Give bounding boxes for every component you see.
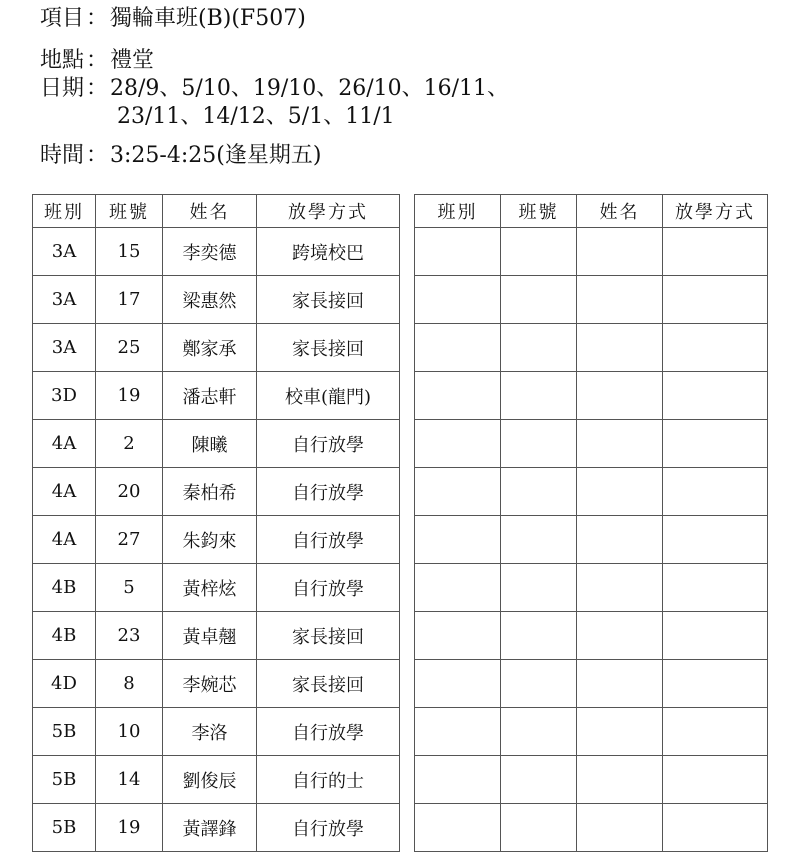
- table-cell: 23: [96, 612, 163, 660]
- empty-table-cell: [577, 756, 663, 804]
- column-header: 放學方式: [663, 195, 768, 228]
- empty-table-cell: [501, 660, 577, 708]
- empty-table-cell: [501, 804, 577, 852]
- table-cell: 李洛: [163, 708, 257, 756]
- column-header: 放學方式: [257, 195, 400, 228]
- empty-table-cell: [663, 420, 768, 468]
- table-cell: 4A: [33, 516, 96, 564]
- empty-table-row: [415, 276, 768, 324]
- venue-colon: ：: [86, 48, 109, 73]
- venue-line: [40, 48, 154, 74]
- empty-table-row: [415, 612, 768, 660]
- table-cell: 17: [96, 276, 163, 324]
- column-header: 姓名: [577, 195, 663, 228]
- dates-colon: ：: [86, 76, 109, 101]
- table-cell: 秦柏希: [163, 468, 257, 516]
- table-row: [33, 516, 400, 564]
- empty-table-cell: [415, 372, 501, 420]
- empty-roster-table: [414, 194, 768, 852]
- roster-body: [33, 228, 400, 852]
- empty-table-row: [415, 228, 768, 276]
- table-cell: 家長接回: [257, 612, 400, 660]
- empty-table-cell: [415, 516, 501, 564]
- table-cell: 自行放學: [257, 564, 400, 612]
- empty-table-cell: [577, 708, 663, 756]
- empty-table-cell: [663, 612, 768, 660]
- dates-value-line2: 23/11、14/12、5/1、11/1: [117, 104, 395, 129]
- empty-table-cell: [577, 468, 663, 516]
- table-row: [33, 276, 400, 324]
- table-cell: 自行放學: [257, 420, 400, 468]
- time-line: [40, 143, 321, 169]
- empty-roster-body: [415, 228, 768, 852]
- empty-table-cell: [415, 468, 501, 516]
- empty-table-cell: [415, 804, 501, 852]
- empty-table-cell: [663, 228, 768, 276]
- column-header: 班號: [96, 195, 163, 228]
- project-colon: ：: [86, 6, 109, 31]
- empty-table-row: [415, 468, 768, 516]
- table-row: [33, 468, 400, 516]
- venue-value: 禮堂: [110, 48, 155, 73]
- table-cell: 19: [96, 372, 163, 420]
- table-cell: 4A: [33, 468, 96, 516]
- empty-table-cell: [415, 324, 501, 372]
- table-cell: 19: [96, 804, 163, 852]
- table-row: [33, 564, 400, 612]
- table-cell: 陳曦: [163, 420, 257, 468]
- time-value: 3:25-4:25(逢星期五): [110, 143, 322, 168]
- table-cell: 朱鈞來: [163, 516, 257, 564]
- empty-table-cell: [415, 564, 501, 612]
- empty-table-cell: [577, 516, 663, 564]
- empty-table-cell: [577, 660, 663, 708]
- table-cell: 20: [96, 468, 163, 516]
- table-cell: 3A: [33, 276, 96, 324]
- empty-table-cell: [415, 756, 501, 804]
- time-colon: ：: [86, 143, 109, 168]
- empty-table-cell: [415, 612, 501, 660]
- empty-table-cell: [415, 276, 501, 324]
- empty-table-row: [415, 756, 768, 804]
- table-cell: 3A: [33, 228, 96, 276]
- empty-table-cell: [577, 804, 663, 852]
- table-row: [33, 660, 400, 708]
- empty-table-cell: [501, 516, 577, 564]
- empty-table-cell: [501, 324, 577, 372]
- table-cell: 10: [96, 708, 163, 756]
- column-header: 班別: [415, 195, 501, 228]
- empty-table-cell: [577, 228, 663, 276]
- table-cell: 5B: [33, 708, 96, 756]
- table-cell: 4D: [33, 660, 96, 708]
- table-cell: 李婉芯: [163, 660, 257, 708]
- table-cell: 自行放學: [257, 468, 400, 516]
- table-cell: 家長接回: [257, 324, 400, 372]
- empty-table-cell: [663, 756, 768, 804]
- table-cell: 自行放學: [257, 708, 400, 756]
- table-cell: 4B: [33, 564, 96, 612]
- table-row: [33, 708, 400, 756]
- table-cell: 27: [96, 516, 163, 564]
- project-value: 獨輪車班(B)(F507): [110, 6, 306, 31]
- table-row: [33, 612, 400, 660]
- table-cell: 3A: [33, 324, 96, 372]
- empty-table-cell: [415, 660, 501, 708]
- project-label: 項目: [40, 6, 85, 31]
- table-cell: 跨境校巴: [257, 228, 400, 276]
- column-header: 班號: [501, 195, 577, 228]
- empty-table-cell: [415, 420, 501, 468]
- empty-table-cell: [577, 564, 663, 612]
- empty-table-row: [415, 804, 768, 852]
- empty-table-row: [415, 372, 768, 420]
- table-row: [33, 756, 400, 804]
- empty-table-cell: [577, 612, 663, 660]
- table-cell: 家長接回: [257, 660, 400, 708]
- student-roster-table: [32, 194, 400, 852]
- table-cell: 梁惠然: [163, 276, 257, 324]
- table-cell: 自行放學: [257, 804, 400, 852]
- empty-table-cell: [663, 564, 768, 612]
- dates-label: 日期: [40, 76, 85, 101]
- empty-table-cell: [663, 372, 768, 420]
- empty-table-cell: [663, 276, 768, 324]
- table-cell: 自行的士: [257, 756, 400, 804]
- table-cell: 潘志軒: [163, 372, 257, 420]
- empty-table-cell: [663, 708, 768, 756]
- table-cell: 15: [96, 228, 163, 276]
- table-cell: 5B: [33, 756, 96, 804]
- empty-roster-header-row: [415, 195, 768, 228]
- time-label: 時間: [40, 143, 85, 168]
- table-cell: 4B: [33, 612, 96, 660]
- empty-table-row: [415, 660, 768, 708]
- empty-table-cell: [501, 756, 577, 804]
- table-row: [33, 228, 400, 276]
- empty-table-cell: [501, 420, 577, 468]
- empty-table-cell: [501, 564, 577, 612]
- empty-table-cell: [501, 276, 577, 324]
- table-cell: 2: [96, 420, 163, 468]
- table-cell: 5B: [33, 804, 96, 852]
- empty-table-cell: [577, 372, 663, 420]
- column-header: 姓名: [163, 195, 257, 228]
- table-row: [33, 372, 400, 420]
- empty-table-cell: [501, 372, 577, 420]
- empty-table-cell: [415, 708, 501, 756]
- empty-table-cell: [415, 228, 501, 276]
- project-line: [40, 6, 306, 32]
- empty-table-cell: [663, 516, 768, 564]
- venue-label: 地點: [40, 48, 85, 73]
- empty-table-cell: [663, 660, 768, 708]
- table-cell: 25: [96, 324, 163, 372]
- table-cell: 自行放學: [257, 516, 400, 564]
- empty-table-row: [415, 516, 768, 564]
- table-cell: 家長接回: [257, 276, 400, 324]
- empty-table-cell: [501, 228, 577, 276]
- table-cell: 8: [96, 660, 163, 708]
- table-row: [33, 804, 400, 852]
- empty-table-cell: [577, 420, 663, 468]
- table-cell: 14: [96, 756, 163, 804]
- empty-table-cell: [663, 804, 768, 852]
- table-row: [33, 420, 400, 468]
- dates-line: [40, 76, 509, 102]
- table-row: [33, 324, 400, 372]
- table-cell: 李奕德: [163, 228, 257, 276]
- empty-table-row: [415, 708, 768, 756]
- empty-table-cell: [501, 468, 577, 516]
- table-cell: 3D: [33, 372, 96, 420]
- empty-table-cell: [501, 612, 577, 660]
- dates-value-line1: 28/9、5/10、19/10、26/10、16/11、: [110, 76, 510, 101]
- empty-table-row: [415, 324, 768, 372]
- empty-table-cell: [577, 276, 663, 324]
- empty-table-cell: [577, 324, 663, 372]
- table-cell: 鄭家承: [163, 324, 257, 372]
- table-cell: 黃譯鋒: [163, 804, 257, 852]
- empty-table-cell: [663, 324, 768, 372]
- table-cell: 校車(龍門): [257, 372, 400, 420]
- table-cell: 4A: [33, 420, 96, 468]
- roster-header-row: [33, 195, 400, 228]
- empty-table-row: [415, 420, 768, 468]
- dates-continuation-line: [117, 104, 395, 130]
- column-header: 班別: [33, 195, 96, 228]
- table-cell: 劉俊辰: [163, 756, 257, 804]
- empty-table-cell: [501, 708, 577, 756]
- table-cell: 5: [96, 564, 163, 612]
- table-cell: 黃梓炫: [163, 564, 257, 612]
- empty-table-row: [415, 564, 768, 612]
- empty-table-cell: [663, 468, 768, 516]
- table-cell: 黃卓翹: [163, 612, 257, 660]
